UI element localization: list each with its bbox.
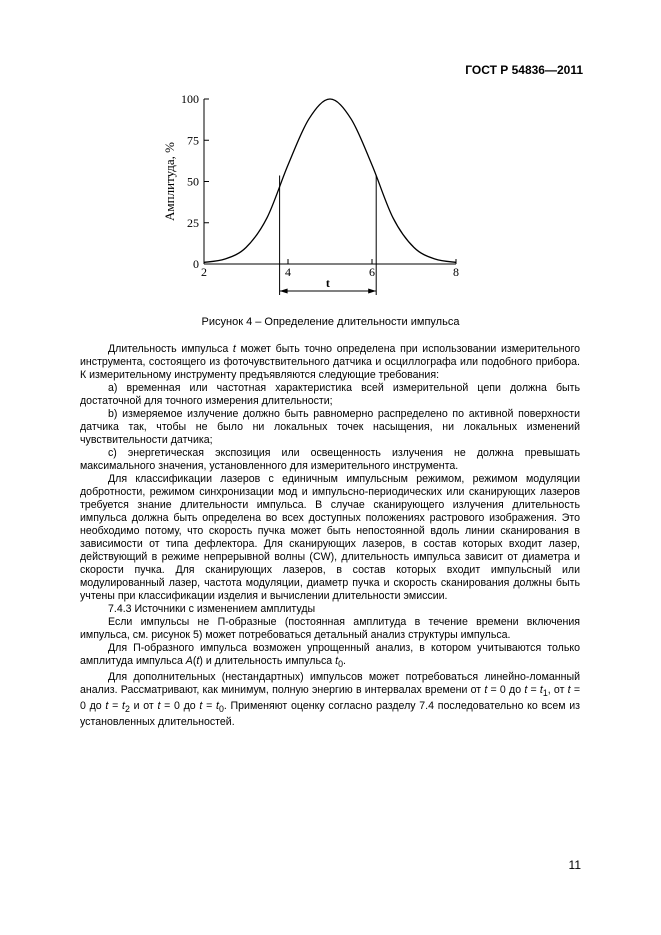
x-tick-label: 2 bbox=[201, 265, 207, 279]
figure-caption: Рисунок 4 – Определение длительности импульса bbox=[201, 316, 460, 328]
text-run: = 0 до bbox=[80, 684, 581, 713]
y-tick-label: 25 bbox=[187, 215, 199, 230]
x-tick-label: 8 bbox=[453, 265, 459, 279]
text-run: 0 bbox=[218, 704, 224, 715]
paragraph bbox=[80, 447, 580, 473]
text-run: , от bbox=[547, 684, 568, 697]
text-run: t bbox=[335, 655, 339, 667]
pulse-figure bbox=[150, 88, 480, 300]
arrowhead-left bbox=[280, 289, 288, 294]
text-run: с) энергетическая экспозиция или освещенность излучения не должна превышать максимального значения, установленного для измерительного инструмента. bbox=[80, 447, 580, 472]
text-run: t bbox=[539, 684, 543, 697]
text-run: t bbox=[567, 684, 571, 697]
y-axis-label: Амплитуда, % bbox=[162, 142, 177, 221]
text-run: t bbox=[484, 684, 488, 697]
pulse-chart bbox=[150, 88, 480, 300]
text-run: = bbox=[202, 700, 216, 713]
text-run: 1 bbox=[542, 688, 548, 699]
text-run: Для П-образного импульса возможен упрощенный анализ, в котором учитываются только амплитуда импульса bbox=[80, 642, 580, 667]
body-text bbox=[80, 343, 580, 729]
text-run: t bbox=[157, 700, 161, 713]
text-run: t bbox=[121, 700, 125, 713]
paragraph bbox=[80, 473, 580, 603]
text-run: . Применяют оценку согласно разделу 7.4 последовательно ко всем из установленных длительностей. bbox=[80, 700, 580, 729]
text-run: = bbox=[108, 700, 122, 713]
document-header: ГОСТ Р 54836—2011 bbox=[465, 63, 583, 77]
text-run: = bbox=[527, 684, 540, 697]
duration-label: t bbox=[325, 276, 330, 290]
text-run: Если импульсы не П-образные (постоянная амплитуда в течение времени включения импульса, см. рисунок 5) может потребоваться детальный анализ структуры импульса. bbox=[80, 616, 580, 641]
y-tick-label: 75 bbox=[187, 133, 199, 148]
text-run: может быть точно определена при использовании измерительного инструмента, состоящего из фоточувствительного датчика и осциллографа или подобного прибора. К измерительному инструменту предъявляются следующие требования: bbox=[80, 343, 580, 381]
paragraph bbox=[80, 603, 580, 616]
x-tick-label: 6 bbox=[369, 265, 375, 279]
text-run: t bbox=[232, 343, 236, 355]
paragraph bbox=[80, 671, 580, 729]
text-run: t bbox=[215, 700, 219, 713]
y-tick-label: 0 bbox=[193, 257, 199, 271]
paragraph bbox=[80, 382, 580, 408]
paragraph bbox=[80, 642, 580, 671]
page-number: 11 bbox=[568, 858, 581, 872]
text-run: 0 bbox=[338, 659, 343, 670]
y-tick-label: 50 bbox=[187, 174, 199, 189]
text-run: ) и длительность импульса bbox=[199, 655, 336, 667]
y-tick-label: 100 bbox=[181, 92, 199, 106]
text-run: Для классификации лазеров с единичным импульсным режимом, режимом модуляции добротности, режимом синхронизации мод и импульсно-периодических или сканирующих лазеров требуется знание длительности импульса. В случае сканирующего излучения длительность импульса должна быть определена во всех доступных положениях растрового изображения. Это необходимо потому, что скорость пучка может быть непостоянной вдоль линии сканирования в зависимости от типа дефлектора. Для сканирующих лазеров, в состав которых входит лазер, действующий в режиме непрерывной волны (CW), длительность импульса зависит от диаметра и скорости пучка. Для сканирующих лазеров, в состав которых входит импульсный или модулированный лазер, частота модуляции, диаметр пучка и скорость сканирования должны быть учтены при классификации изделия и вычислении длительности эмиссии. bbox=[80, 473, 580, 602]
text-run: b) измеряемое излучение должно быть равномерно распределено по активной поверхности датчика так, чтобы не было ни локальных точек насыщения, ни локальных изменений чувствительности датчика; bbox=[80, 408, 580, 446]
text-run: . bbox=[343, 655, 346, 667]
text-run: 7.4.3 Источники с изменением амплитуды bbox=[108, 603, 316, 615]
x-tick-label: 4 bbox=[285, 265, 291, 279]
text-run: = 0 до bbox=[487, 684, 525, 697]
paragraph bbox=[80, 616, 580, 642]
text-run: 2 bbox=[124, 704, 130, 715]
text-run: t bbox=[105, 700, 109, 713]
text-run: Длительность импульса bbox=[108, 343, 233, 355]
text-run: Для дополнительных (нестандартных) импульсов может потребоваться линейно-ломанный анализ. Рассматривают, как минимум, полную энергию в интервалах времени от bbox=[80, 671, 580, 697]
text-run: а) временная или частотная характеристика всей измерительной цепи должна быть достаточной для точного измерения длительности; bbox=[80, 382, 580, 407]
text-run: = 0 до bbox=[160, 700, 200, 713]
text-run: t bbox=[524, 684, 528, 697]
text-run: t bbox=[199, 700, 203, 713]
text-run: ( bbox=[192, 655, 197, 667]
paragraph bbox=[80, 343, 580, 382]
text-run: A bbox=[185, 655, 193, 667]
text-run: и от bbox=[129, 700, 158, 713]
text-run: t bbox=[196, 655, 200, 667]
arrowhead-right bbox=[368, 289, 376, 294]
pulse-curve bbox=[204, 99, 456, 262]
paragraph bbox=[80, 408, 580, 447]
